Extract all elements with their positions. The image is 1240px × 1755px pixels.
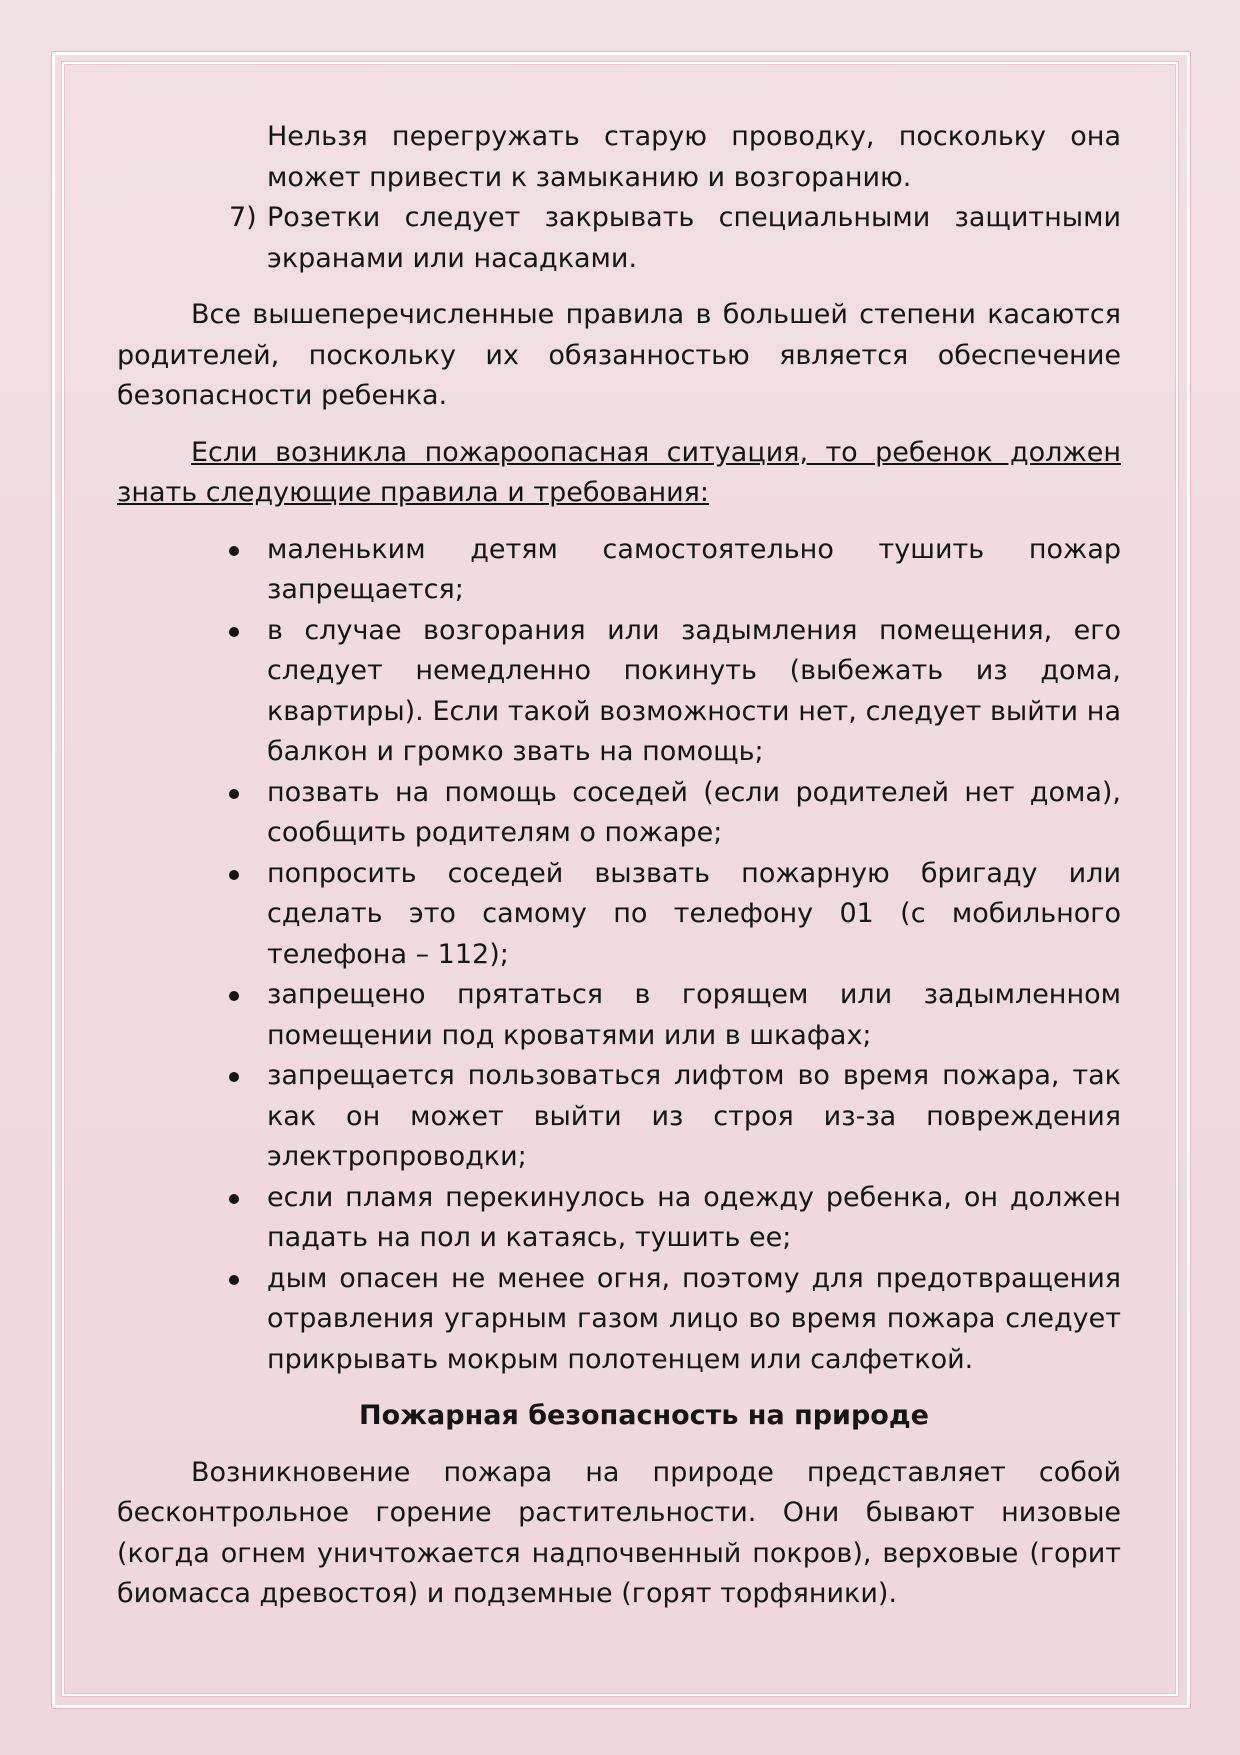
numbered-item-text: Розетки следует закрывать специальными защитными экранами или насадками.: [267, 202, 1121, 274]
bullet-dot-icon: [229, 991, 239, 1001]
bullet-item: [267, 611, 1121, 773]
rules-bullet-list: [117, 530, 1121, 1381]
bullet-dot-icon: [229, 1194, 239, 1204]
list-item-continuation: Нельзя перегружать старую проводку, поскольку она может привести к замыканию и возгоранию.: [267, 121, 1121, 193]
list-number: 7): [229, 202, 257, 233]
bullet-text: попросить соседей вызвать пожарную бригаду или сделать это самому по телефону 01 (с мобильного телефона – 112);: [267, 857, 1121, 970]
paragraph-nature-fire: Возникновение пожара на природе представляет собой бесконтрольное горение растительности. Они бывают низовые (когда огнем уничтожается надпочвенный покров), верховые (горит биомасса древостоя) и подземные (горят торфяники).: [117, 1456, 1121, 1609]
section-heading: Пожарная безопасность на природе: [359, 1400, 929, 1431]
bullet-text: маленьким детям самостоятельно тушить пожар запрещается;: [267, 533, 1121, 605]
bullet-dot-icon: [229, 546, 239, 556]
document-body: [117, 117, 1121, 1615]
bullet-text: позвать на помощь соседей (если родителей нет дома), сообщить родителям о пожаре;: [267, 776, 1121, 848]
bullet-item: [267, 530, 1121, 611]
bullet-dot-icon: [229, 870, 239, 880]
bullet-item: [267, 854, 1121, 976]
bullet-dot-icon: [229, 627, 239, 637]
bullet-text: запрещается пользоваться лифтом во время пожара, так как он может выйти из строя из-за повреждения электропроводки;: [267, 1060, 1121, 1172]
bullet-item: [267, 1056, 1121, 1178]
numbered-list-item: [229, 198, 1121, 279]
bullet-text: в случае возгорания или задымления помещения, его следует немедленно покинуть (выбежать из дома, квартиры). Если такой возможности нет, следует выйти на балкон и громко звать на помощь;: [267, 614, 1121, 767]
bullet-item: [267, 1259, 1121, 1381]
bullet-text: если пламя перекинулось на одежду ребенка, он должен падать на пол и катаясь, тушить ее;: [267, 1181, 1121, 1253]
bullet-dot-icon: [229, 789, 239, 799]
bullet-item: [267, 773, 1121, 854]
paragraph-parents: Все вышеперечисленные правила в большей степени касаются родителей, поскольку их обязанностью является обеспечение безопасности ребенка.: [117, 299, 1121, 411]
bullet-item: [267, 975, 1121, 1056]
bullet-text: дым опасен не менее огня, поэтому для предотвращения отравления угарным газом лицо во время пожара следует прикрывать мокрым полотенцем или салфеткой.: [267, 1262, 1121, 1375]
bullet-dot-icon: [229, 1072, 239, 1082]
bullet-text: запрещено прятаться в горящем или задымленном помещении под кроватями или в шкафах;: [267, 979, 1121, 1051]
bullet-dot-icon: [229, 1275, 239, 1285]
bullet-item: [267, 1178, 1121, 1259]
paragraph-fire-situation: Если возникла пожароопасная ситуация, то ребенок должен знать следующие правила и требования:: [117, 436, 1121, 508]
